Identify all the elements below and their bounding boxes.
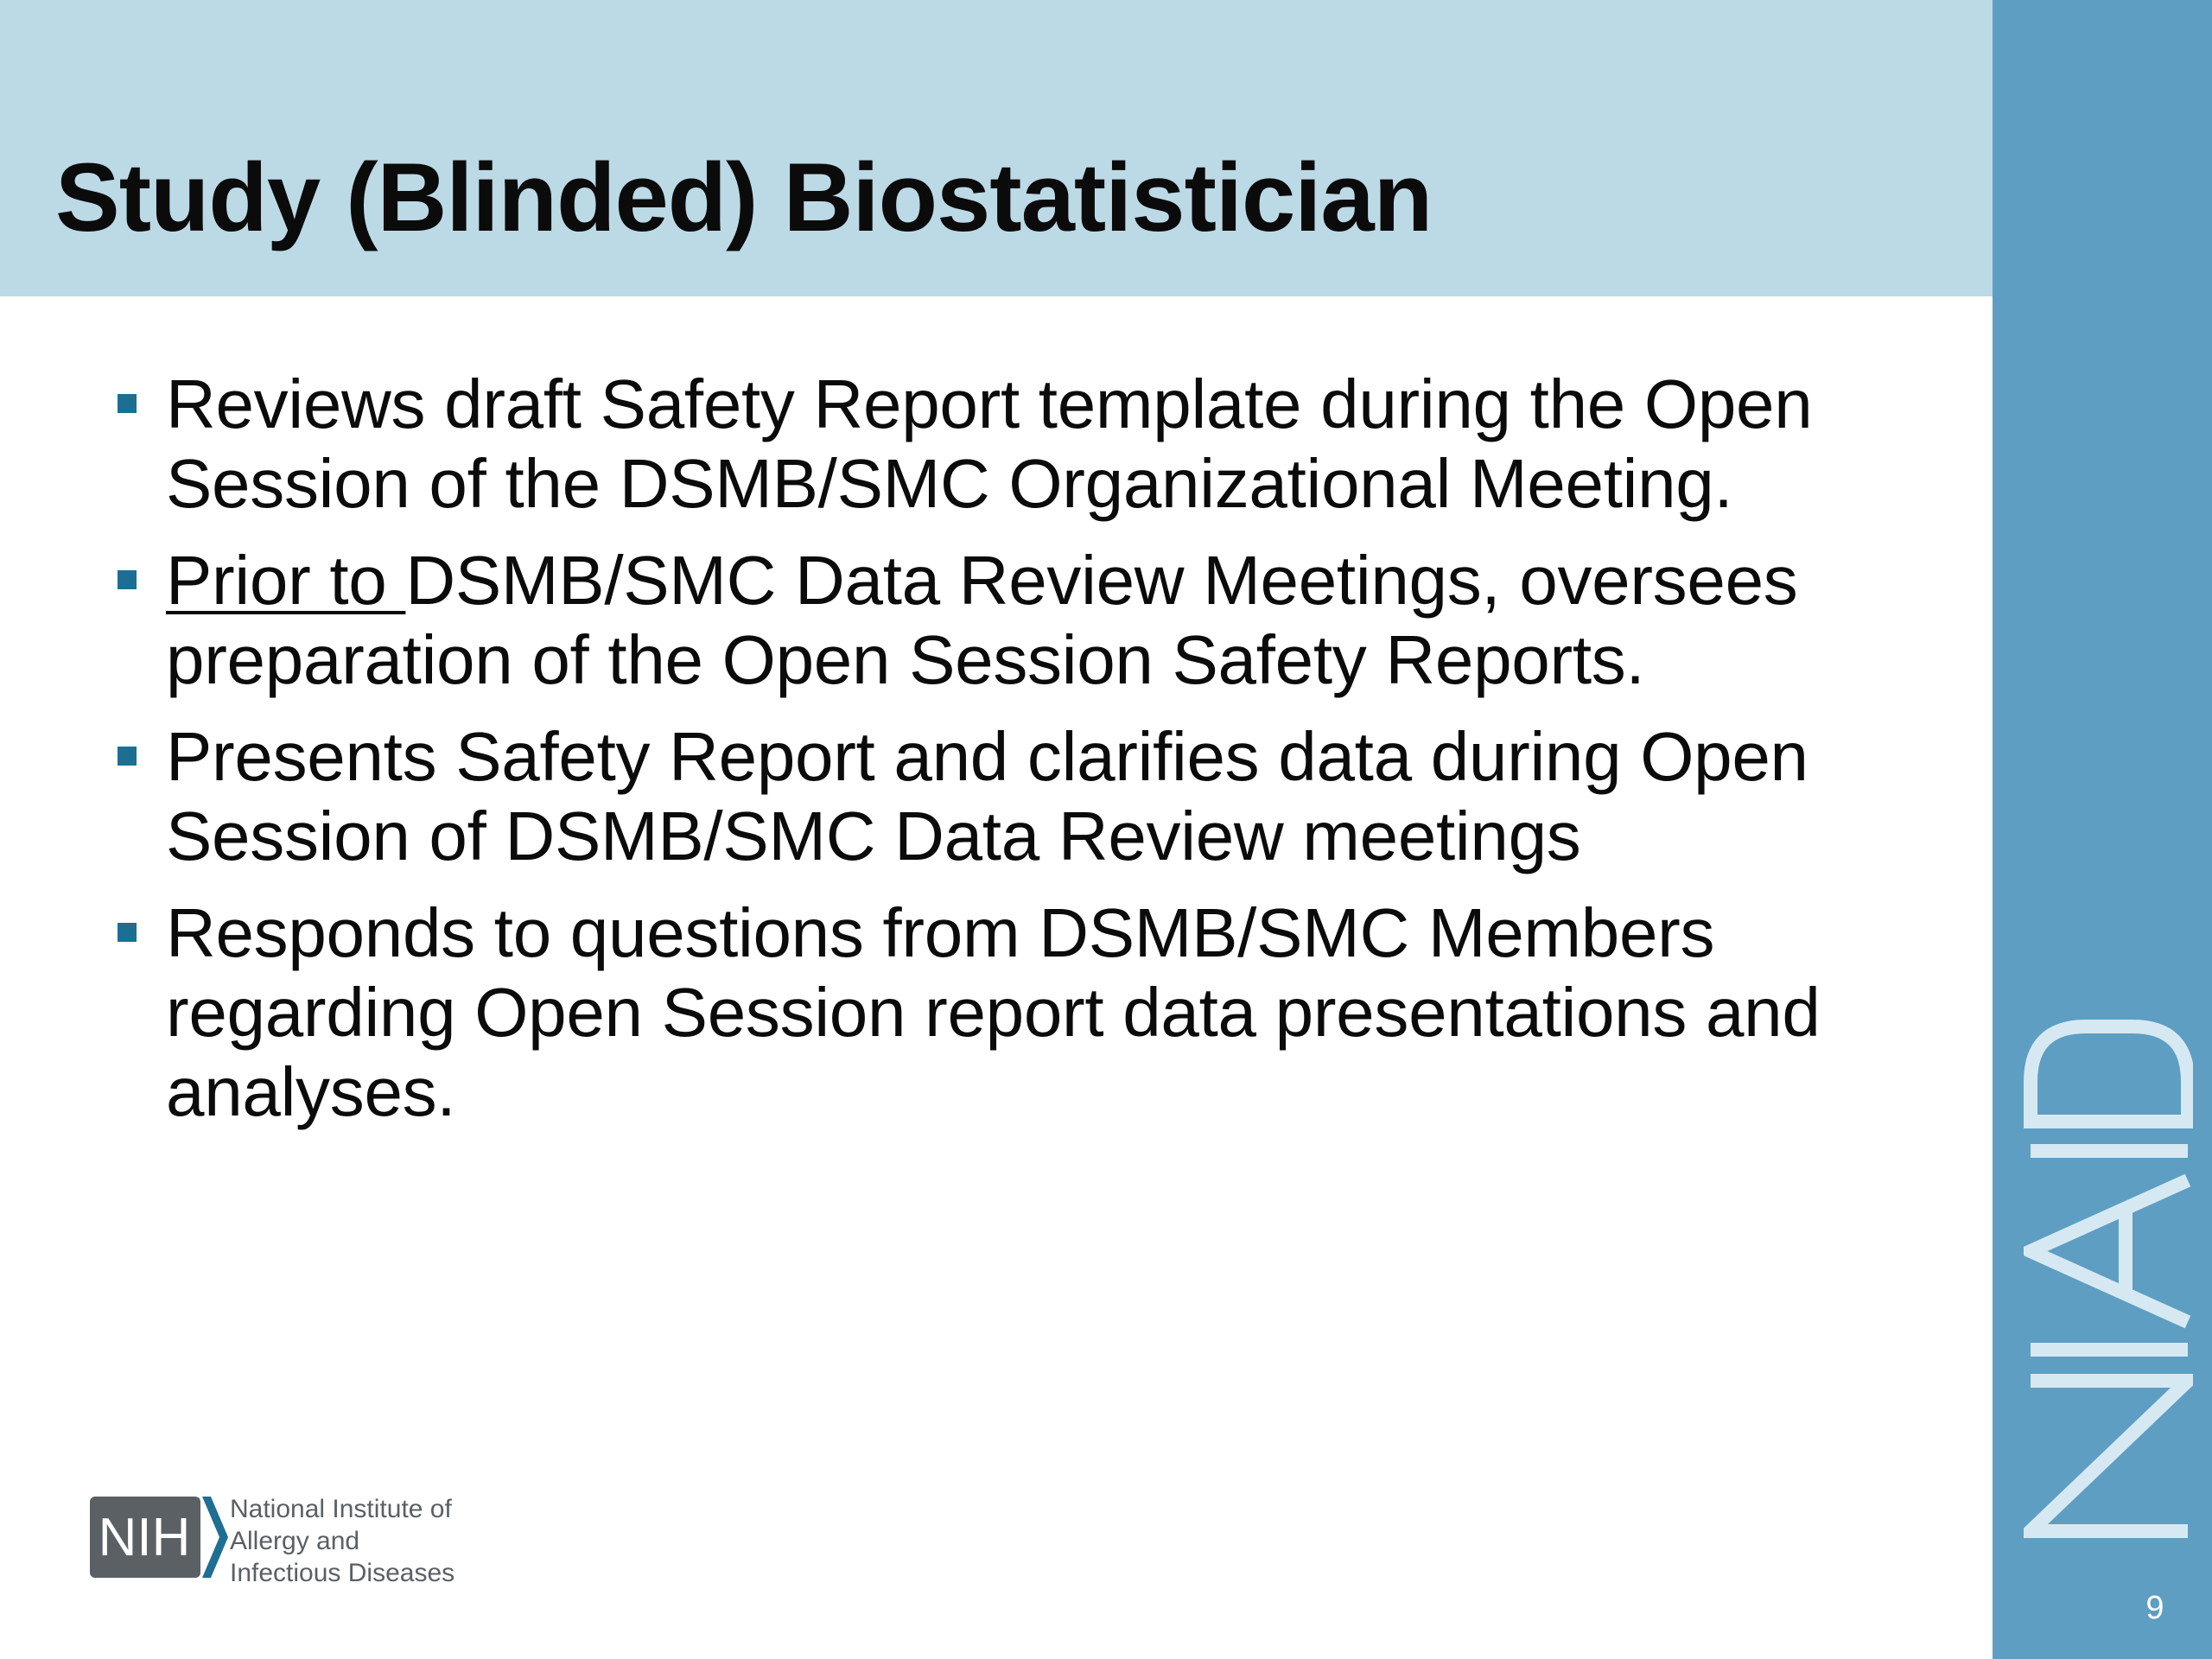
bullet-item bbox=[166, 717, 1894, 876]
square-bullet-icon bbox=[118, 394, 137, 413]
bullet-text: Presents Safety Report and clarifies data during Open Session of DSMB/SMC Data Review meetings bbox=[166, 718, 1808, 874]
nih-logo bbox=[90, 1491, 228, 1583]
nih-logo-badge-text: NIH bbox=[98, 1508, 191, 1567]
square-bullet-icon bbox=[118, 923, 137, 942]
bullet-list bbox=[166, 365, 1894, 1149]
nih-logo-text bbox=[230, 1493, 454, 1589]
nih-logo-line: National Institute of bbox=[230, 1495, 452, 1523]
square-bullet-icon bbox=[118, 570, 137, 589]
bullet-item bbox=[166, 541, 1894, 700]
slide-title: Study (Blinded) Biostatistician bbox=[55, 143, 1433, 251]
nih-logo-line: Infectious Diseases bbox=[230, 1559, 455, 1587]
bullet-item bbox=[166, 365, 1894, 524]
bullet-text: Responds to questions from DSMB/SMC Members regarding Open Session report data presentations and analyses. bbox=[166, 894, 1821, 1130]
bullet-underlined-text: Prior to bbox=[166, 542, 406, 619]
bullet-text: Reviews draft Safety Report template during the Open Session of the DSMB/SMC Organizational Meeting. bbox=[166, 365, 1813, 522]
square-bullet-icon bbox=[118, 747, 137, 766]
page-number: 9 bbox=[2145, 1590, 2164, 1626]
nih-logo-line: Allergy and bbox=[230, 1527, 360, 1555]
niaid-wordmark-logo bbox=[2024, 1020, 2193, 1538]
bullet-text: DSMB/SMC Data Review Meetings, oversees preparation of the Open Session Safety Reports. bbox=[166, 542, 1798, 698]
bullet-item bbox=[166, 893, 1894, 1132]
